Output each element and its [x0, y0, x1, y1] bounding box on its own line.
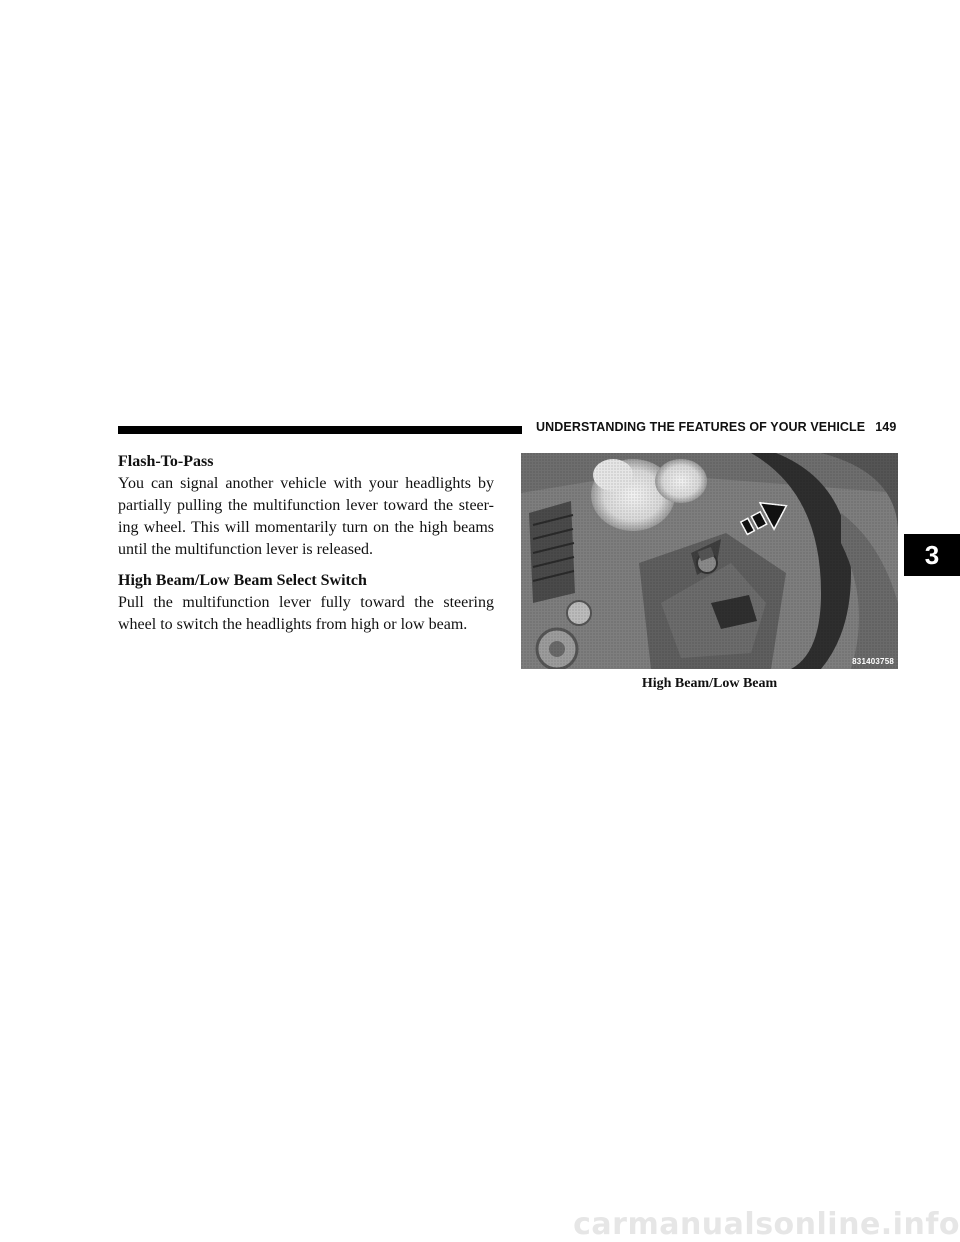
watermark: carmanualsonline.info — [573, 1207, 960, 1242]
heading-high-low-beam: High Beam/Low Beam Select Switch — [118, 572, 367, 589]
running-header — [536, 420, 896, 434]
figure-code: 831403758 — [852, 657, 894, 666]
paragraph-high-low-beam: Pull the multifunction lever fully toward the steering wheel to switch the headlights from high or low beam. — [118, 594, 494, 633]
chapter-tab: 3 — [904, 534, 960, 576]
figure-headlight-lever — [521, 453, 898, 669]
page-number: 149 — [875, 420, 897, 434]
lever-illustration — [521, 453, 898, 669]
figure-caption: High Beam/Low Beam — [641, 676, 778, 691]
heading-flash-to-pass: Flash-To-Pass — [118, 453, 214, 470]
header-section-title: UNDERSTANDING THE FEATURES OF YOUR VEHICLE — [536, 420, 866, 434]
header-rule — [118, 426, 522, 434]
paragraph-flash-to-pass: You can signal another vehicle with your headlights by partially pulling the multifunction lever toward the steer-ing wheel. This will momentarily turn on the high beams until the multifunction lever is released. — [118, 475, 494, 558]
text-column — [118, 452, 494, 636]
